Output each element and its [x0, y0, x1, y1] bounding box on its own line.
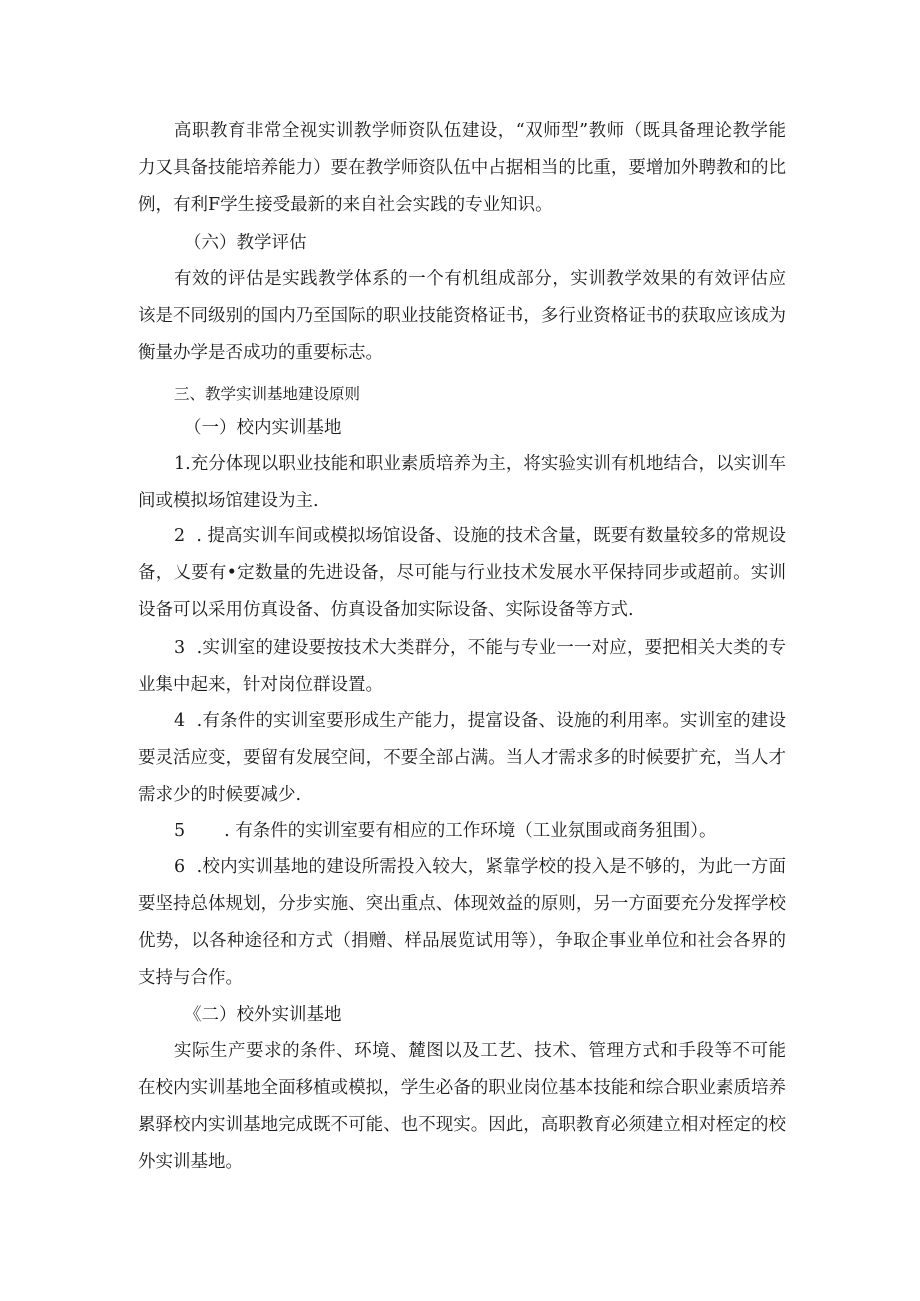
- paragraph-off-campus: 实际生产要求的条件、环境、麓图以及工艺、技术、管理方式和手段等不可能在校内实训基地全面移植或模拟，学生必备的职业岗位基本技能和综合职业素质培养累驿校内实训基地完成既不可能、也不现实。因此，高职教育必须建立相对桎定的校外实训基地。: [138, 1041, 786, 1172]
- list-item-2: 2 . 提高实训车间或模拟场馆设备、设施的技术含量，既要有数量较多的常规设备，乂要有•定数量的先进设备，尽可能与行业技术发展水平保持同步或超前。实训设备可以采用仿真设备、仿真设备加实际设备、实际设备等方式.: [138, 526, 786, 620]
- list-item-1: 1.充分体现以职业技能和职业素质培养为主，将实验实训有机地结合，以实训车间或模拟场馆建设为主.: [138, 454, 786, 511]
- heading-off-campus-base: 《二）校外实训基地: [184, 1005, 342, 1025]
- heading-teaching-evaluation: （六）教学评估: [184, 233, 307, 253]
- list-item-5: 5 . 有条件的实训室要有相应的工作环境（工业氛围或商务狙围）。: [174, 821, 717, 841]
- list-item-6: 6 .校内实训基地的建设所需投入较大，紧靠学校的投入是不够的，为此一方面要坚持总体规划，分步实施、突出重点、体现效益的原则，另一方面要充分发挥学校优势，以各种途径和方式（捐赠、样品展览试用等），争取企事业单位和社会各界的支持与合作。: [138, 857, 786, 988]
- list-item-3: 3 .实训室的建设要按技术大类群分，不能与专业一一对应，要把相关大类的专业集中起来，针对岗位群设置。: [138, 638, 786, 695]
- section-heading-principles: 三、教学实训基地建设原则: [174, 385, 361, 403]
- paragraph-evaluation: 有效的评估是实践教学体系的一个有机组成部分，实训教学效果的有效评估应该是不同级别的国内乃至国际的职业技能资格证书，多行业资格证书的获取应该成为衡量办学是否成功的重要标志。: [138, 269, 786, 363]
- heading-on-campus-base: （一）校内实训基地: [184, 418, 342, 438]
- list-item-4: 4 .有条件的实训室要形成生产能力，提富设备、设施的利用率。实训室的建设要灵活应变，要留有发展空间，不要全部占满。当人才需求多的时候要扩充，当人才需求少的时候要减少.: [138, 711, 786, 805]
- paragraph-teacher-team: 高职教育非常全视实训教学师资队伍建设，“双师型”教师（既具备理论教学能力又具备技能培养能力）要在教学师资队伍中占据相当的比重，要增加外聘教和的比例，有利F学生接受最新的来自社会实践的专业知识。: [138, 121, 786, 215]
